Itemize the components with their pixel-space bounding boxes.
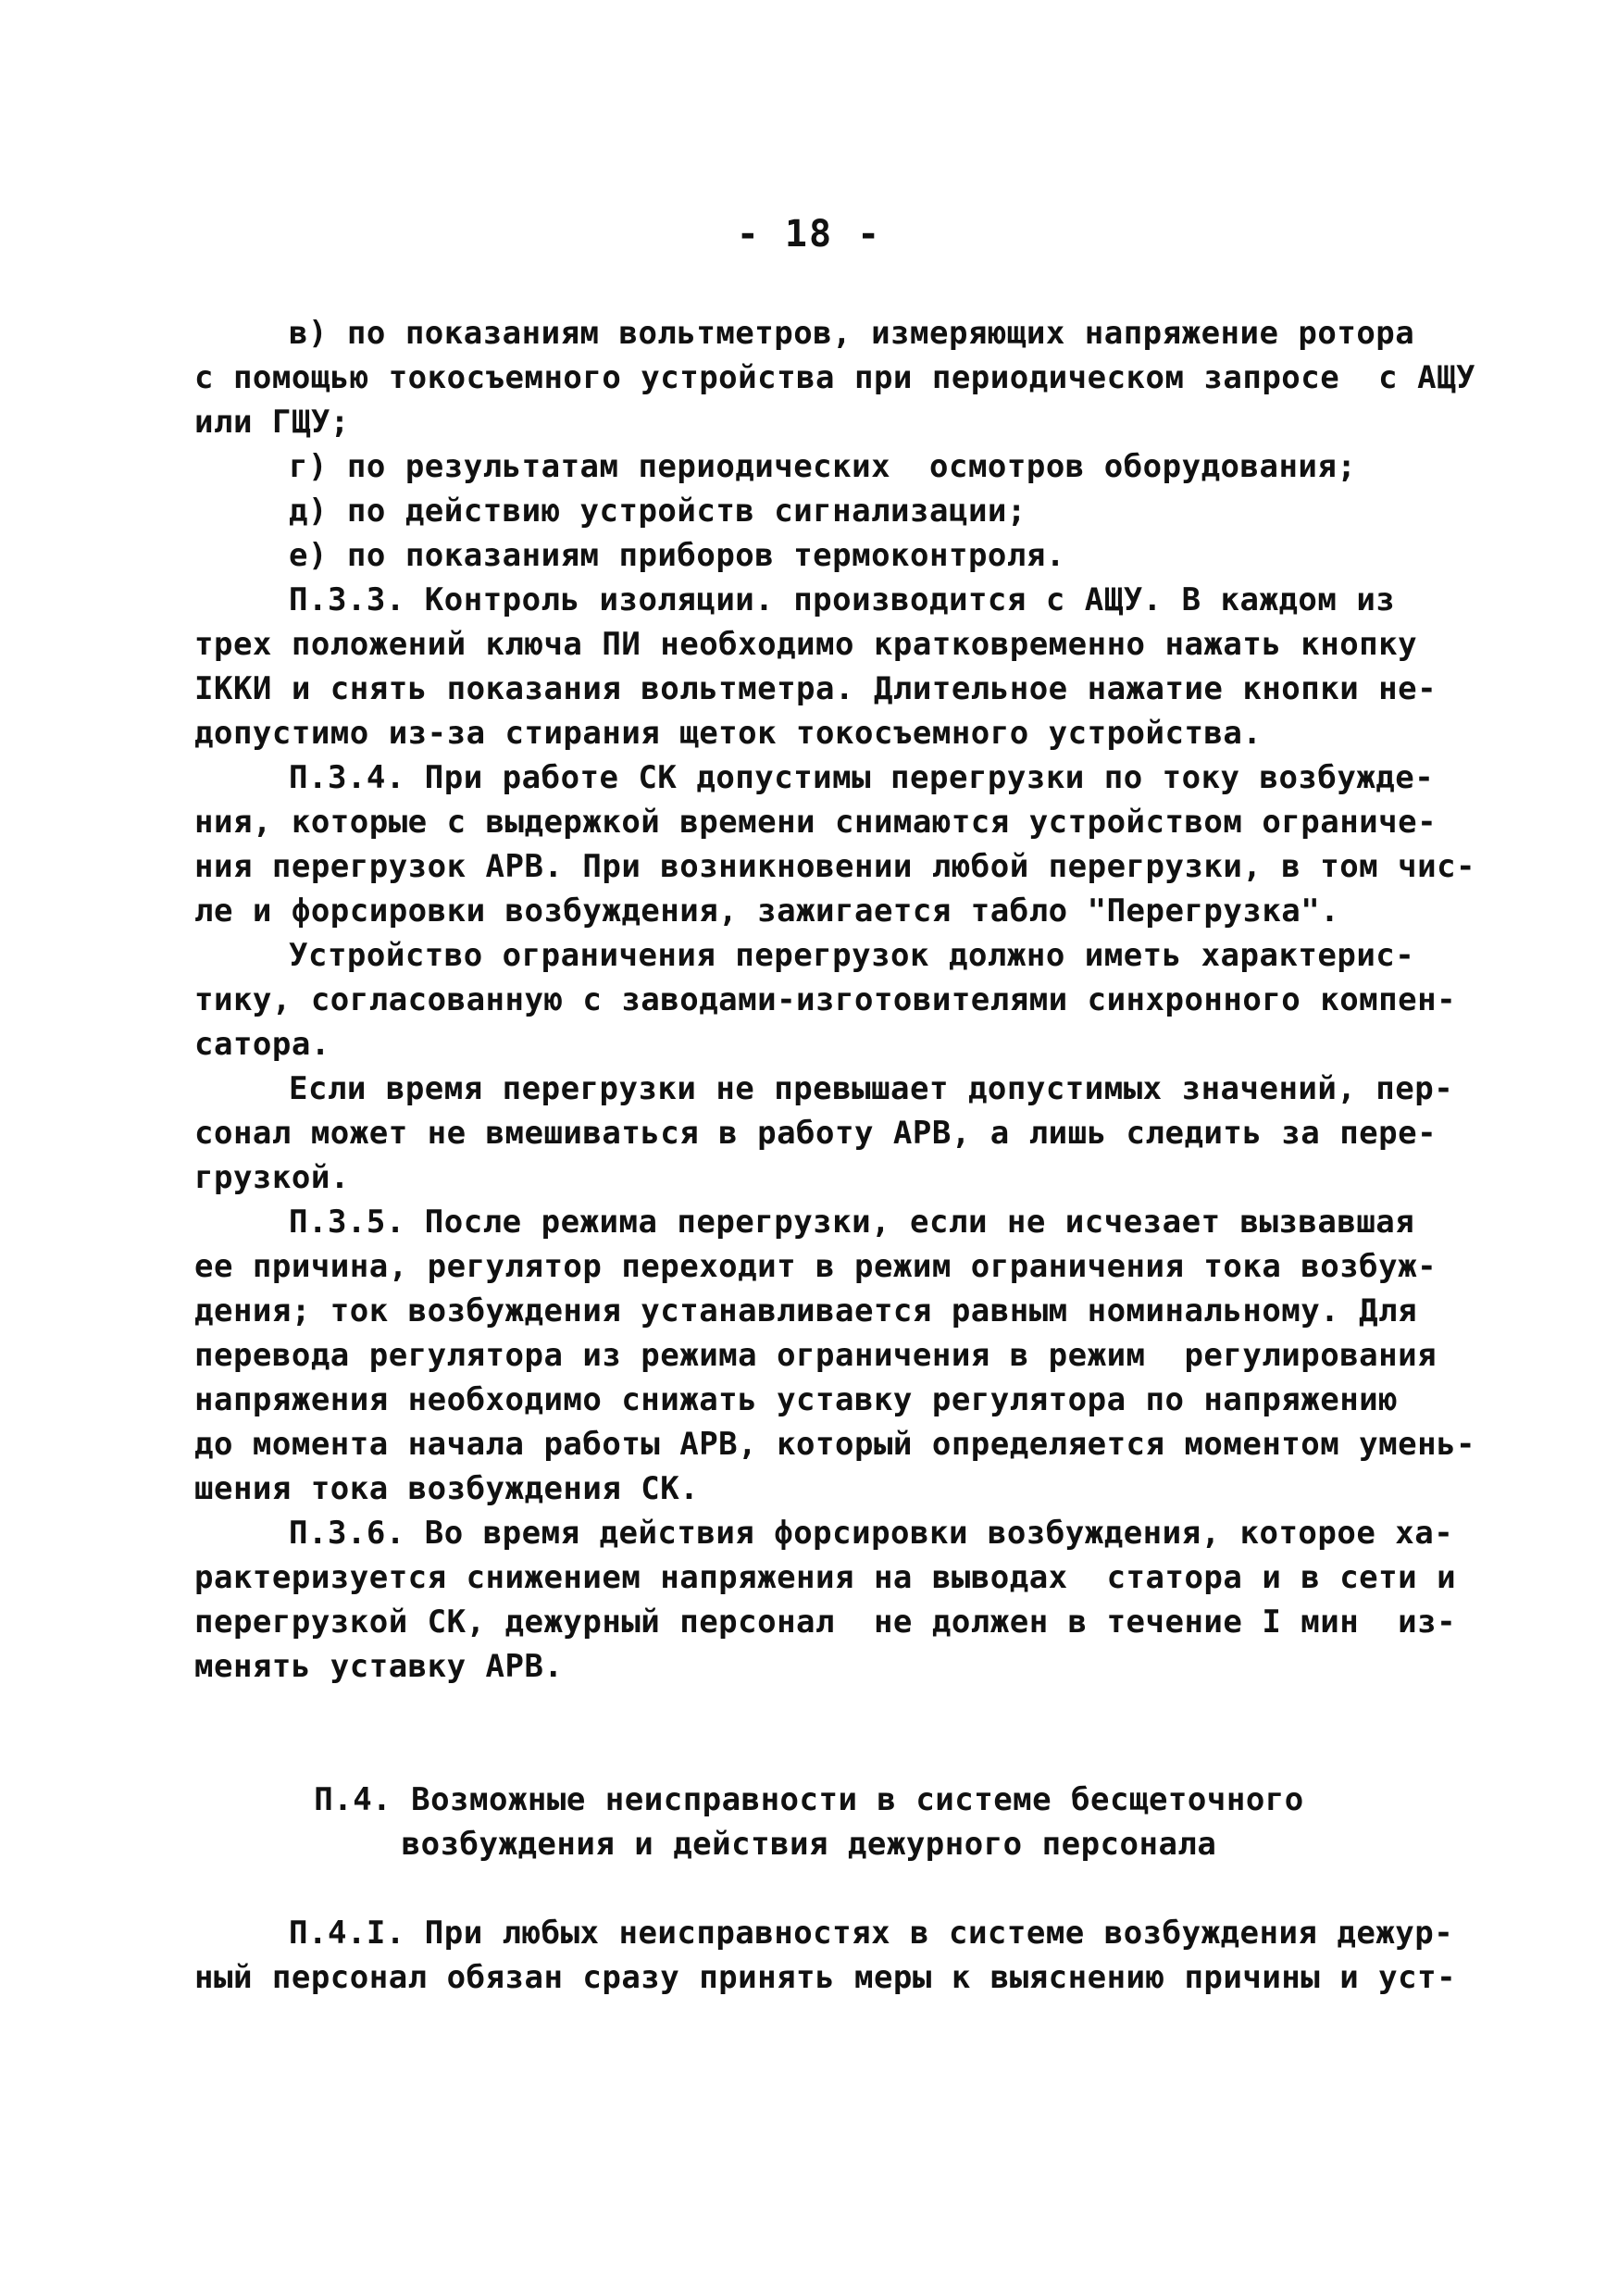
text-line: напряжения необходимо снижать уставку регулятора по напряжению [194, 1381, 1399, 1418]
section-heading-line: возбуждения и действия дежурного персонала [401, 1826, 1217, 1863]
text-line: шения тока возбуждения СК. [194, 1470, 700, 1507]
text-line: перевода регулятора из режима ограничения в режим регулирования [194, 1337, 1438, 1374]
text-line: ния, которые с выдержкой времени снимаются устройством ограниче- [194, 804, 1438, 841]
text-line: допустимо из-за стирания щеток токосъемного устройства. [194, 715, 1263, 752]
paragraph-start: П.3.4. При работе СК допустимы перегрузки по току возбужде- [289, 759, 1435, 796]
paragraph-start: П.3.5. После режима перегрузки, если не исчезает вызвавшая [289, 1204, 1415, 1241]
text-line: до момента начала работы АРВ, который определяется моментом умень- [194, 1426, 1476, 1463]
paragraph-start: Устройство ограничения перегрузок должно иметь характерис- [289, 937, 1415, 974]
paragraph-start: П.3.6. Во время действия форсировки возбуждения, которое ха- [289, 1515, 1454, 1552]
text-line: рактеризуется снижением напряжения на выводах статора и в сети и [194, 1559, 1457, 1596]
text-line: трех положений ключа ПИ необходимо кратковременно нажать кнопку [194, 626, 1418, 663]
text-line: грузкой. [194, 1159, 350, 1196]
text-line: е) по показаниям приборов термоконтроля. [289, 537, 1065, 574]
text-line: в) по показаниям вольтметров, измеряющих напряжение ротора [289, 315, 1415, 352]
text-line: с помощью токосъемного устройства при периодическом запросе с АЩУ [194, 359, 1476, 396]
section-heading-line: П.4. Возможные неисправности в системе бесщеточного [314, 1781, 1304, 1818]
text-line: ный персонал обязан сразу принять меры к выяснению причины и уст- [194, 1959, 1457, 1996]
text-line: дения; ток возбуждения устанавливается равным номинальному. Для [194, 1292, 1418, 1329]
paragraph-start: Если время перегрузки не превышает допустимых значений, пер- [289, 1070, 1454, 1107]
text-line: д) по действию устройств сигнализации; [289, 493, 1027, 530]
text-line: или ГЩУ; [194, 404, 350, 441]
text-line: ния перегрузок АРВ. При возникновении любой перегрузки, в том чис- [194, 848, 1476, 885]
text-line: сонал может не вмешиваться в работу АРВ, а лишь следить за пере- [194, 1115, 1438, 1152]
text-line: IККИ и снять показания вольтметра. Длительное нажатие кнопки не- [194, 670, 1438, 707]
text-line: г) по результатам периодических осмотров оборудования; [289, 448, 1357, 485]
paragraph-start: П.4.I. При любых неисправностях в системе возбуждения дежур- [289, 1915, 1454, 1952]
text-line: ле и форсировки возбуждения, зажигается табло "Перегрузка". [194, 892, 1340, 930]
text-line: менять уставку АРВ. [194, 1648, 564, 1685]
page-number: - 18 - [736, 213, 882, 256]
text-line: перегрузкой СК, дежурный персонал не должен в течение I мин из- [194, 1603, 1457, 1641]
text-line: сатора. [194, 1026, 330, 1063]
text-line: тику, согласованную с заводами-изготовителями синхронного компен- [194, 981, 1457, 1018]
text-line: ее причина, регулятор переходит в режим ограничения тока возбуж- [194, 1248, 1438, 1285]
paragraph-start: П.3.3. Контроль изоляции. производится с АЩУ. В каждом из [289, 581, 1396, 618]
